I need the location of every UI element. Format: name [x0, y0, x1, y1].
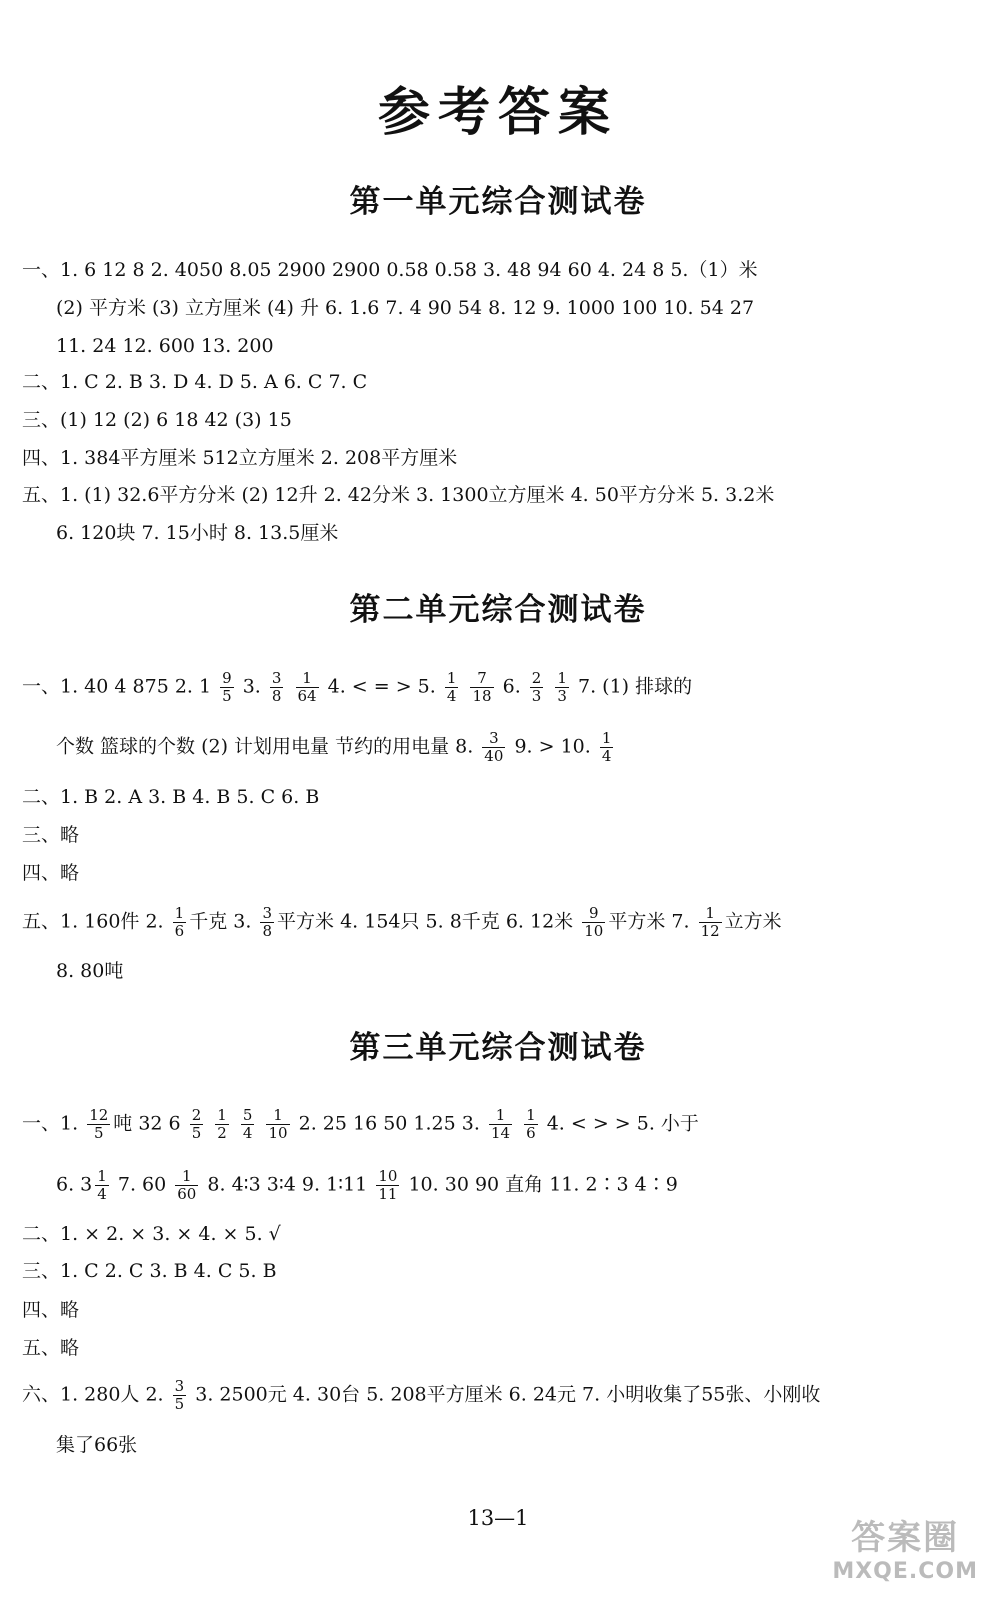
unit3-part3: 三、1. C 2. C 3. B 4. C 5. B	[22, 1260, 277, 1282]
unit1-part5-line-1: 五、1. (1) 32.6平方分米 (2) 12升 2. 42分米 3. 1300立方厘米 4. 50平方分米 5. 3.2米	[22, 484, 775, 506]
unit1-part2: 二、1. C 2. B 3. D 4. D 5. A 6. C 7. C	[22, 371, 368, 393]
unit1-line-1: 一、1. 6 12 8 2. 4050 8.05 2900 2900 0.58 0.58 3. 48 94 60 4. 24 8 5.（1）米	[22, 259, 758, 281]
text-segment: 六、1. 280人 2.	[22, 1383, 164, 1406]
unit2-part5-line-1	[22, 905, 782, 940]
fraction: $\frac{3}{8}$	[262, 904, 272, 940]
fraction: $\frac{3}{8}$	[271, 669, 282, 705]
text-segment: 2. 25 16 50 1.25 3.	[298, 1112, 480, 1135]
text-segment: 个数 篮球的个数 (2) 计划用电量 节约的用电量 8.	[56, 735, 474, 758]
unit1-heading: 第一单元综合测试卷	[349, 184, 647, 220]
fraction: $\frac{1}{12}$	[700, 904, 720, 940]
text-segment: 一、1. 40 4 875 2. 1	[22, 675, 212, 698]
fraction: $\frac{1}{6}$	[174, 904, 185, 940]
text-segment: 平方米	[277, 910, 335, 933]
text-segment: 7.	[671, 910, 690, 933]
fraction: $\frac{10}{11}$	[378, 1167, 398, 1203]
text-segment: 4. 154只 5. 8千克 6. 12米	[340, 910, 574, 933]
unit2-part5-line-2: 8. 80吨	[56, 960, 124, 982]
unit3-part6-line-2: 集了66张	[56, 1434, 138, 1456]
text-segment: 一、1.	[22, 1112, 79, 1135]
unit2-heading: 第二单元综合测试卷	[349, 592, 647, 628]
text-segment: 9. > 10.	[514, 735, 591, 758]
unit2-line-1	[22, 670, 692, 705]
fraction: $\frac{1}{10}$	[268, 1106, 288, 1142]
text-segment: 3. 2500元 4. 30台 5. 208平方厘米 6. 24元 7. 小明收集了55张、小刚收	[195, 1383, 821, 1406]
fraction: $\frac{1}{4}$	[97, 1167, 107, 1203]
fraction: $\frac{2}{5}$	[191, 1106, 202, 1142]
text-segment: 8. 4∶3 3∶4 9. 1∶11	[207, 1173, 368, 1196]
unit3-part6-line-1	[22, 1378, 820, 1413]
fraction: $\frac{1}{60}$	[177, 1167, 197, 1203]
site-watermark	[832, 1510, 978, 1584]
watermark-main: 答案圈	[851, 1518, 960, 1558]
fraction: $\frac{5}{4}$	[242, 1106, 253, 1142]
text-segment: 7. (1) 排球的	[577, 675, 693, 698]
fraction: $\frac{12}{5}$	[89, 1106, 109, 1142]
unit1-part5-line-2: 6. 120块 7. 15小时 8. 13.5厘米	[56, 522, 339, 544]
unit3-part5: 五、略	[22, 1337, 80, 1359]
unit3-part4: 四、略	[22, 1299, 80, 1321]
fraction: $\frac{1}{64}$	[297, 669, 317, 705]
unit1-line-3: 11. 24 12. 600 13. 200	[56, 335, 274, 357]
unit3-part2: 二、1. × 2. × 3. × 4. × 5. √	[22, 1223, 281, 1245]
unit2-part4: 四、略	[22, 862, 80, 884]
unit3-line-1	[22, 1107, 699, 1142]
text-segment: 4. < > > 5. 小于	[546, 1112, 699, 1135]
text-segment: 3.	[242, 675, 261, 698]
text-segment: 吨 32 6	[113, 1112, 181, 1135]
watermark-sub: MXQE.COM	[832, 1559, 978, 1584]
text-segment: 10. 30 90 直角 11. 2∶3 4∶9	[408, 1173, 678, 1196]
fraction: $\frac{3}{40}$	[484, 729, 504, 765]
unit3-heading: 第三单元综合测试卷	[349, 1030, 647, 1066]
text-segment: 千克	[189, 910, 228, 933]
text-segment: 3.	[233, 910, 252, 933]
fraction: $\frac{1}{3}$	[557, 669, 567, 705]
text-segment: 7. 60	[117, 1173, 167, 1196]
unit1-part4: 四、1. 384平方厘米 512立方厘米 2. 208平方厘米	[22, 447, 458, 469]
page-title: 参考答案	[377, 83, 618, 143]
page-number: 13—1	[467, 1506, 529, 1530]
fraction: $\frac{9}{10}$	[584, 904, 604, 940]
unit1-part3: 三、(1) 12 (2) 6 18 42 (3) 15	[22, 409, 292, 431]
fraction: $\frac{1}{6}$	[526, 1106, 536, 1142]
fraction: $\frac{1}{4}$	[446, 669, 457, 705]
unit3-line-2	[56, 1168, 678, 1203]
unit2-part2: 二、1. B 2. A 3. B 4. B 5. C 6. B	[22, 786, 320, 808]
unit2-line-2	[56, 730, 616, 765]
text-segment: 平方米	[608, 910, 666, 933]
unit2-part3: 三、略	[22, 824, 80, 846]
text-segment: 6. 3	[56, 1173, 93, 1196]
fraction: $\frac{3}{5}$	[174, 1377, 185, 1413]
text-segment: 五、1. 160件 2.	[22, 910, 164, 933]
fraction: $\frac{7}{18}$	[472, 669, 492, 705]
text-segment: 立方米	[724, 910, 782, 933]
text-segment: 4. < = > 5.	[327, 675, 436, 698]
fraction: $\frac{1}{4}$	[601, 729, 612, 765]
text-segment: 6.	[502, 675, 521, 698]
fraction: $\frac{1}{2}$	[217, 1106, 227, 1142]
unit1-line-2: (2) 平方米 (3) 立方厘米 (4) 升 6. 1.6 7. 4 90 54 8. 12 9. 1000 100 10. 54 27	[56, 297, 755, 319]
fraction: $\frac{2}{3}$	[531, 669, 542, 705]
fraction: $\frac{1}{14}$	[490, 1106, 511, 1142]
fraction: $\frac{9}{5}$	[222, 669, 232, 705]
